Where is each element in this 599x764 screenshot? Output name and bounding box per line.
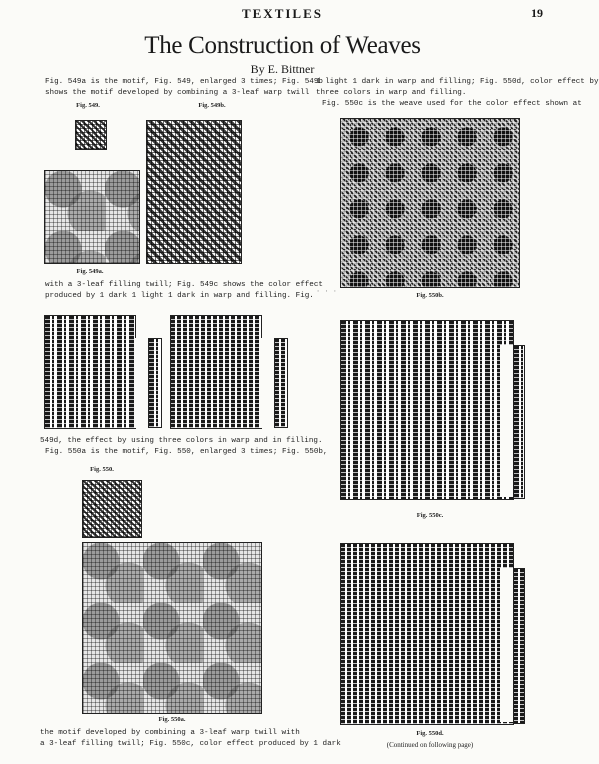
left-549d-line-1: 549d, the effect by using three colors in warp and in filling.: [40, 437, 323, 445]
left-549-line-1: with a 3-leaf filling twill; Fig. 549c shows the color effect: [45, 281, 323, 289]
stray-marks: · · ·: [316, 288, 338, 296]
right-intro-line-2: three colors in warp and filling.: [316, 89, 467, 97]
figure-550c-weave: [340, 320, 514, 500]
right-intro-line-3: Fig. 550c is the weave used for the color effect shown at: [322, 100, 582, 108]
figure-549c-gap: [134, 338, 148, 428]
figure-550c-strip: [513, 345, 525, 499]
figure-549-motif: [75, 120, 107, 150]
figure-550c-gap: [500, 345, 513, 497]
figure-549a-weave: [44, 170, 140, 264]
byline: By E. Bittner: [250, 62, 315, 76]
figure-550a-weave: [82, 542, 262, 714]
figure-549d-strip: [274, 338, 288, 428]
figure-549b-weave: [146, 120, 242, 264]
figure-550d-weave: [340, 543, 514, 725]
continued-note: (Continued on following page): [386, 741, 474, 749]
caption-fig-550a: Fig. 550a.: [158, 716, 186, 723]
page-number: 19: [531, 6, 543, 20]
caption-fig-549: Fig. 549.: [76, 102, 100, 109]
left-intro-line-1: Fig. 549a is the motif, Fig. 549, enlarged 3 times; Fig. 549b: [45, 78, 323, 86]
left-550-line-2: a 3-leaf filling twill; Fig. 550c, color effect produced by 1 dark: [40, 740, 341, 748]
figure-549c-weave: [44, 315, 136, 429]
figure-549d-gap: [260, 338, 274, 428]
caption-fig-549b: Fig. 549b.: [198, 102, 226, 109]
figure-550d-gap: [500, 568, 513, 722]
left-549d-line-2: Fig. 550a is the motif, Fig. 550, enlarged 3 times; Fig. 550b,: [45, 448, 328, 456]
figure-550b-weave: [340, 118, 520, 288]
figure-550-motif: [82, 480, 142, 538]
figure-549c-strip: [148, 338, 162, 428]
left-550-line-1: the motif developed by combining a 3-leaf warp twill with: [40, 729, 300, 737]
left-549-line-2: produced by 1 dark 1 light 1 dark in warp and filling. Fig.: [45, 292, 314, 300]
article-title: The Construction of Weaves: [144, 32, 421, 59]
running-header: TEXTILES: [241, 6, 324, 21]
caption-fig-550: Fig. 550.: [90, 466, 114, 473]
right-intro-line-1: 1 light 1 dark in warp and filling; Fig. 550d, color effect by: [316, 78, 599, 86]
caption-fig-549a: Fig. 549a.: [76, 268, 104, 275]
left-intro-line-2: shows the motif developed by combining a 3-leaf warp twill: [45, 89, 310, 97]
figure-550d-strip: [513, 568, 525, 724]
figure-549d-weave: [170, 315, 262, 429]
caption-fig-550c: Fig. 550c.: [416, 512, 444, 519]
caption-fig-550b: Fig. 550b.: [416, 292, 444, 299]
caption-fig-550d: Fig. 550d.: [416, 730, 444, 737]
